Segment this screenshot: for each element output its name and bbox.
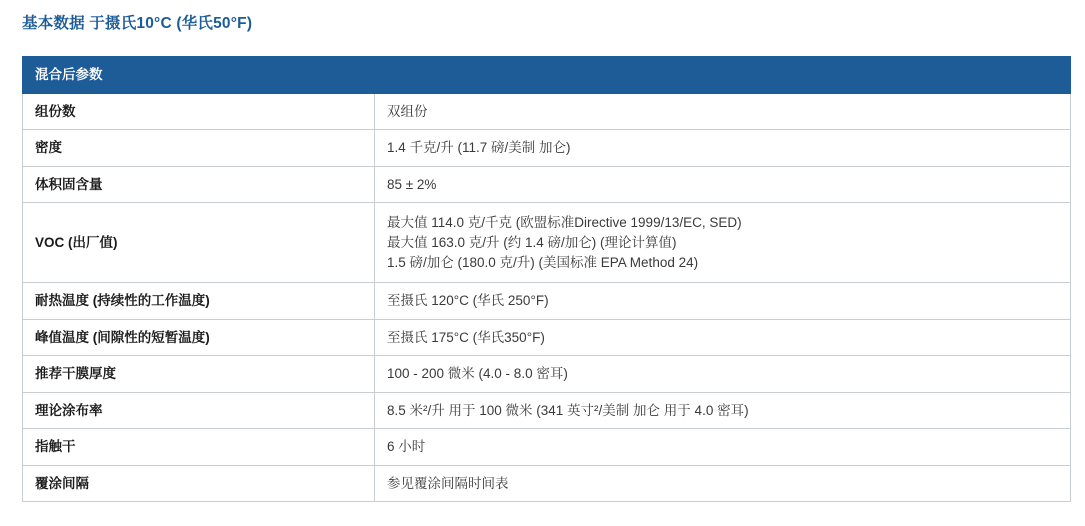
row-value: [375, 429, 1071, 466]
table-row: [23, 283, 1071, 320]
table-row: [23, 203, 1071, 283]
row-value: [375, 203, 1071, 283]
row-label: 覆涂间隔: [23, 465, 375, 502]
row-label: 理论涂布率: [23, 392, 375, 429]
table-row: [23, 166, 1071, 203]
row-label: 推荐干膜厚度: [23, 356, 375, 393]
row-value: [375, 319, 1071, 356]
row-label: VOC (出厂值): [23, 203, 375, 283]
row-value-line: 最大值 114.0 克/千克 (欧盟标准Directive 1999/13/EC, SED): [387, 215, 742, 231]
basic-data-table: [22, 56, 1071, 502]
row-label: 密度: [23, 130, 375, 167]
table-row: [23, 392, 1071, 429]
table-header: [23, 57, 1071, 94]
table-header-row: [23, 57, 1071, 94]
row-value: [375, 465, 1071, 502]
row-label: 峰值温度 (间隙性的短暂温度): [23, 319, 375, 356]
row-value-line: 至摄氏 120°C (华氏 250°F): [387, 293, 549, 309]
row-value-line: 参见覆涂间隔时间表: [387, 475, 509, 491]
row-label: 体积固含量: [23, 166, 375, 203]
row-value: [375, 166, 1071, 203]
table-body: [23, 93, 1071, 502]
row-value-line: 至摄氏 175°C (华氏350°F): [387, 329, 545, 345]
row-value-line: 双组份: [387, 103, 428, 119]
page-title: 基本数据 于摄氏10°C (华氏50°F): [22, 15, 253, 32]
row-value: [375, 130, 1071, 167]
row-value: [375, 93, 1071, 130]
row-value-line: 最大值 163.0 克/升 (约 1.4 磅/加仑) (理论计算值): [387, 234, 677, 250]
table-row: [23, 93, 1071, 130]
table-row: [23, 130, 1071, 167]
row-value: [375, 356, 1071, 393]
row-label: 组份数: [23, 93, 375, 130]
row-label: 耐热温度 (持续性的工作温度): [23, 283, 375, 320]
row-value: [375, 283, 1071, 320]
table-header-title: 混合后参数: [23, 57, 1071, 94]
table-row: [23, 429, 1071, 466]
row-value-line: 100 - 200 微米 (4.0 - 8.0 密耳): [387, 366, 568, 382]
table-row: [23, 319, 1071, 356]
row-value-line: 1.5 磅/加仑 (180.0 克/升) (美国标准 EPA Method 24): [387, 254, 699, 270]
row-value: [375, 392, 1071, 429]
row-value-line: 85 ± 2%: [387, 176, 437, 192]
row-value-line: 8.5 米²/升 用于 100 微米 (341 英寸²/美制 加仑 用于 4.0 密耳): [387, 402, 749, 418]
table-row: [23, 356, 1071, 393]
row-value-line: 6 小时: [387, 439, 426, 455]
table-row: [23, 465, 1071, 502]
row-label: 指触干: [23, 429, 375, 466]
row-value-line: 1.4 千克/升 (11.7 磅/美制 加仑): [387, 140, 571, 156]
